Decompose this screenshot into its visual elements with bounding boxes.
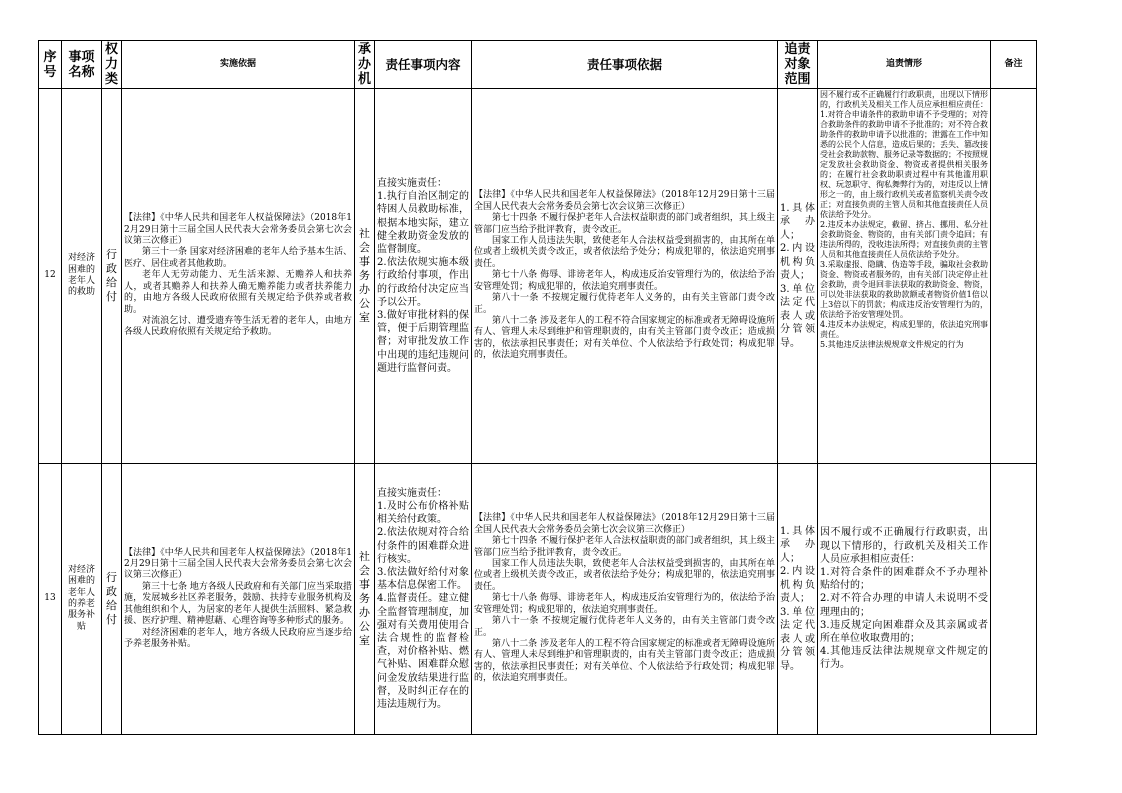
resp-basis-cell: 【法律】《中华人民共和国老年人权益保障法》（2018年12月29日第十三届全国人民代表大会常务委员会第七次会议第三次修正） 第七十四条 不履行保护老年人合法权益职责的部门或者组织，其上级主管部门应当给予批评教育，责令改正。 国家工作人员违法失职，致使老年人合法权益受到损害的，由其所在单位或者上级机关责令改正，或者依法给予处分；构成犯罪的，依法追究刑事责任。 第七十八条 侮辱、诽谤老年人，构成违反治安管理行为的，依法给予治安管理处罚；构成犯罪的，依法追究刑事责任。 第八十一条 不按规定履行优待老年人义务的，由有关主管部门责令改正。 第八十二条 涉及老年人的工程不符合国家规定的标准或者无障碍设施所有人、管理人未尽到维护和管理职责的，由有关主管部门责令改正；造成损害的，依法承担民事责任；对有关单位、个人依法给予行政处罚；构成犯罪的，依法追究刑事责任。 bbox=[472, 89, 778, 464]
col-acc-scope: 追责对象范围 bbox=[778, 41, 818, 89]
power-type-cell: 行政给付 bbox=[102, 89, 122, 464]
col-power-type: 权力类 bbox=[102, 41, 122, 89]
acc-scope-cell: 1.具体承办人； 2.内设机构负责人； 3.单位法定代表人或分管领导。 bbox=[778, 89, 818, 464]
col-basis: 实施依据 bbox=[122, 41, 355, 89]
basis-cell: 【法律】《中华人民共和国老年人权益保障法》（2018年12月29日第十三届全国人民代表大会常务委员会第七次会议第三次修正） 第三十一条 国家对经济困难的老年人给予基本生活、医疗、居住或者其他救助。 老年人无劳动能力、无生活来源、无赡养人和扶养人，或者其赡养人和扶养人确无赡养能力或者扶养能力的，由地方各级人民政府依照有关规定给予供养或者救助。 对流浪乞讨、遭受遗弃等生活无着的老年人，由地方各级人民政府依照有关规定给予救助。 bbox=[122, 89, 355, 464]
header-row bbox=[39, 41, 1037, 89]
resp-content-cell: 直接实施责任： 1.及时公布价格补贴相关给付政策。 2.依法依规对符合给付条件的困难群众进行核实。 3.依法做好给付对象基本信息保密工作。 4.监督责任。建立健全监督管理制度，加强对有关费用使用合法合规性的监督检查，对价格补贴、燃气补贴、困难群众慰问金发放结果进行监督，及时纠正存在的违法违规行为。 bbox=[375, 464, 472, 735]
acc-scope-cell: 1.具体承办人； 2.内设机构负责人； 3.单位法定代表人或分管领导。 bbox=[778, 464, 818, 735]
col-dept: 承办机 bbox=[355, 41, 375, 89]
remark-cell bbox=[991, 89, 1037, 464]
dept-cell: 社会事务办公室 bbox=[355, 464, 375, 735]
col-resp-basis: 责任事项依据 bbox=[472, 41, 778, 89]
seq-cell: 12 bbox=[39, 89, 62, 464]
acc-situation-cell: 因不履行或不正确履行行政职责，出现以下情形的，行政机关及相关工作人员应承担相应责任： 1.对符合条件的困难群众不予办理补贴给付的； 2.对不符合办理的申请人未说明不受理理由的； 3.违反规定向困难群众及其亲属或者所在单位收取费用的； 4.其他违反法律法规规章文件规定的行为。 bbox=[818, 464, 991, 735]
power-type-cell: 行政给付 bbox=[102, 464, 122, 735]
basis-cell: 【法律】《中华人民共和国老年人权益保障法》（2018年12月29日第十三届全国人民代表大会常务委员会第七次会议第三次修正） 第三十七条 地方各级人民政府和有关部门应当采取措施，发展城乡社区养老服务，鼓励、扶持专业服务机构及其他组织和个人，为居家的老年人提供生活照料、紧急救援、医疗护理、精神慰藉、心理咨询等多种形式的服务。 对经济困难的老年人，地方各级人民政府应当逐步给予养老服务补贴。 bbox=[122, 464, 355, 735]
responsibility-table bbox=[38, 40, 1037, 735]
col-remark: 备注 bbox=[991, 41, 1037, 89]
table-row bbox=[39, 464, 1037, 735]
col-item-name: 事项名称 bbox=[62, 41, 102, 89]
item-name-cell: 对经济困难的老年人的救助 bbox=[62, 89, 102, 464]
acc-situation-cell: 因不履行或不正确履行行政职责，出现以下情形的，行政机关及相关工作人员应承担相应责任： 1.对符合申请条件的救助申请不予受理的；对符合救助条件的救助申请不予批准的；对不符合救助条件的救助申请予以批准的；泄露在工作中知悉的公民个人信息，造成后果的；丢失、篡改接受社会救助款物、服务记录等数据的；不按照规定发放社会救助资金、物资或者提供相关服务的；在履行社会救助职责过程中有其他滥用职权、玩忽职守、徇私舞弊行为的，对违反以上情形之一的，由上级行政机关或者监察机关责令改正；对直接负责的主管人员和其他直接责任人员依法给予处分。 2.违反本办法规定，截留、挤占、挪用、私分社会救助资金、物资的，由有关部门责令追回；有违法所得的，没收违法所得；对直接负责的主管人员和其他直接责任人员依法给予处分。 3.采取虚报、隐瞒、伪造等手段，骗取社会救助资金、物资或者服务的，由有关部门决定停止社会救助，责令退回非法获取的救助资金、物资，可以处非法获取的救助款额或者物资价值1倍以上3倍以下的罚款；构成违反治安管理行为的，依法给予治安管理处罚。 4.违反本办法规定，构成犯罪的，依法追究刑事责任。 5.其他违反法律法规规章文件规定的行为 bbox=[818, 89, 991, 464]
col-seq: 序号 bbox=[39, 41, 62, 89]
col-resp-content: 责任事项内容 bbox=[375, 41, 472, 89]
resp-basis-cell: 【法律】《中华人民共和国老年人权益保障法》（2018年12月29日第十三届全国人民代表大会常务委员会第七次会议第三次修正） 第七十四条 不履行保护老年人合法权益职责的部门或者组织，其上级主管部门应当给予批评教育，责令改正。 国家工作人员违法失职，致使老年人合法权益受到损害的，由其所在单位或者上级机关责令改正，或者依法给予处分；构成犯罪的，依法追究刑事责任。 第七十八条 侮辱、诽谤老年人，构成违反治安管理行为的，依法给予治安管理处罚；构成犯罪的，依法追究刑事责任。 第八十一条 不按规定履行优待老年人义务的，由有关主管部门责令改正。 第八十二条 涉及老年人的工程不符合国家规定的标准或者无障碍设施所有人、管理人未尽到维护和管理职责的，由有关主管部门责令改正；造成损害的，依法承担民事责任；对有关单位、个人依法给予行政处罚；构成犯罪的，依法追究刑事责任。 bbox=[472, 464, 778, 735]
dept-cell: 社会事务办公室 bbox=[355, 89, 375, 464]
seq-cell: 13 bbox=[39, 464, 62, 735]
col-acc-situation: 追责情形 bbox=[818, 41, 991, 89]
table-row bbox=[39, 89, 1037, 464]
remark-cell bbox=[991, 464, 1037, 735]
item-name-cell: 对经济困难的老年人的养老服务补贴 bbox=[62, 464, 102, 735]
resp-content-cell: 直接实施责任： 1.执行自治区制定的特困人员救助标准，根据本地实际，建立健全救助资金发放的监督制度。 2.依法依规实施本级行政给付事项，作出的行政给付决定应当予以公开。 3.做好审批材料的保管，便于后期管理监督；对审批发放工作中出现的违纪违规问题进行监督问责。 bbox=[375, 89, 472, 464]
